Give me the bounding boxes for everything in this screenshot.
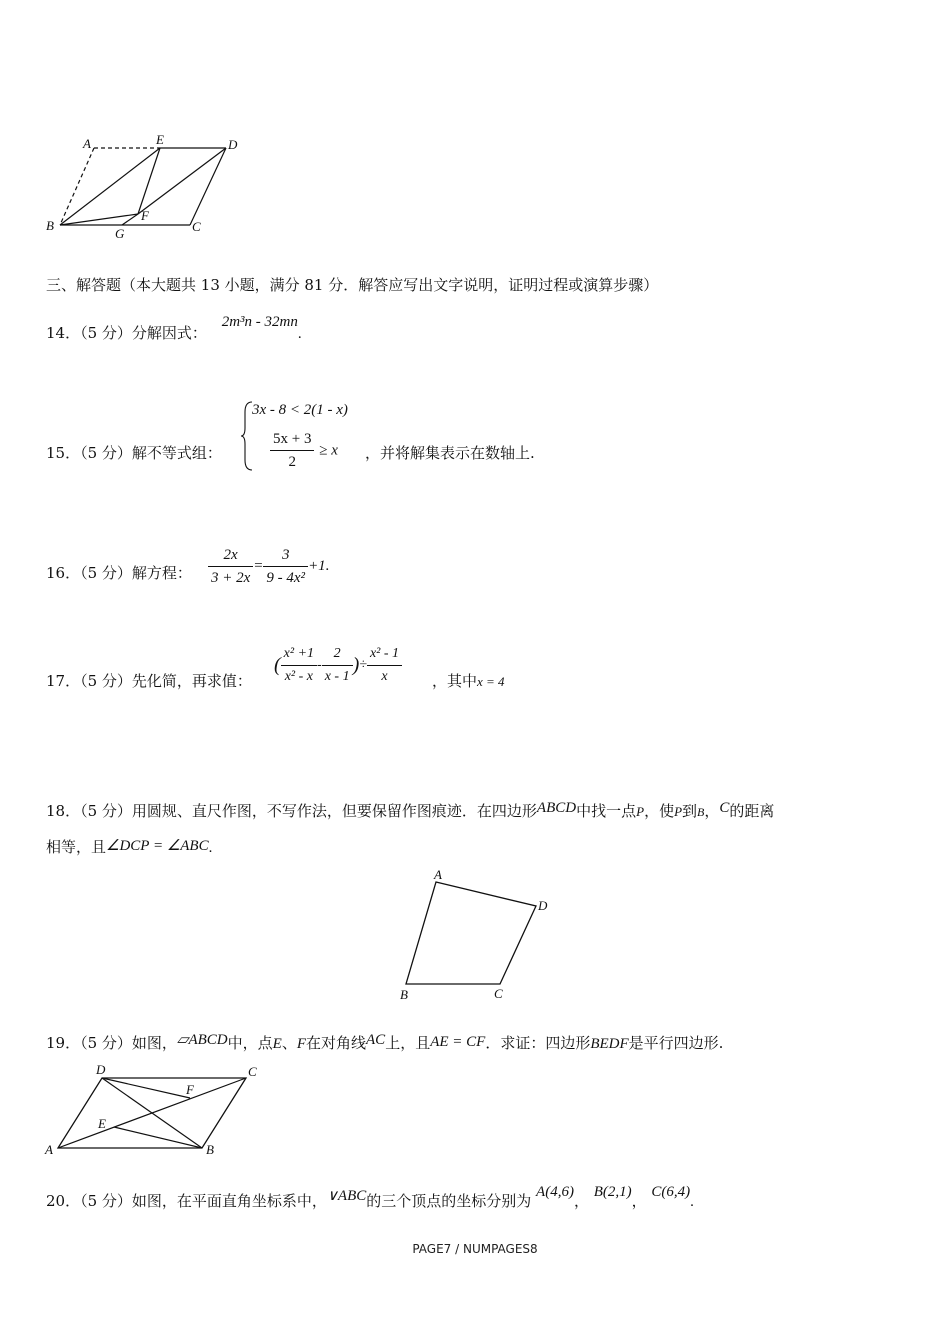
- label-A: A: [434, 867, 442, 882]
- q17-f1-num: x² +1: [281, 643, 317, 666]
- question-18-line1: [46, 800, 774, 821]
- q17-f2-den: x - 1: [324, 669, 350, 684]
- section-heading: 三、解答题（本大题共 13 小题，满分 81 分．解答应写出文字说明，证明过程或演算步骤）: [46, 276, 659, 294]
- q14-score: （5 分）: [80, 324, 132, 342]
- q19-text5: ．求证：四边形: [485, 1034, 591, 1052]
- q18-P2: P: [674, 804, 683, 819]
- question-17: [46, 670, 252, 691]
- q16-equation: [208, 544, 329, 589]
- q15-number: 15．: [46, 444, 81, 462]
- q18-number: 18．: [46, 802, 81, 820]
- q18-C: C: [719, 800, 730, 816]
- q18-to: 到: [682, 802, 698, 820]
- label-E: E: [156, 132, 164, 147]
- q15-text: 解不等式组：: [131, 444, 222, 462]
- q18-mid1: 中找一点: [576, 802, 637, 820]
- q17-tail: [432, 670, 505, 691]
- q17-condition: x = 4: [477, 674, 505, 689]
- q15-inequality-1: 3x - 8 < 2(1 - x): [252, 402, 348, 418]
- q15-score: （5 分）: [80, 444, 132, 462]
- q17-f1-den: x² - x: [284, 669, 313, 684]
- q20-text2: 的三个顶点的坐标分别为: [366, 1192, 532, 1210]
- q17-score: （5 分）: [80, 672, 132, 690]
- q17-text: 先化简，再求值：: [131, 672, 252, 690]
- label-A: A: [45, 1142, 53, 1157]
- q14-number: 14．: [46, 324, 81, 342]
- q18-sep: ，: [704, 802, 720, 820]
- q17-f3-den: x: [381, 669, 388, 684]
- question-20: 20．（5 分）如图，在平面直角坐标系中，∨ABC的三个顶点的坐标分别为 A(4,6)， B(2,1)， C(6,4).: [46, 1184, 694, 1210]
- label-B: B: [46, 218, 54, 233]
- label-D: D: [96, 1062, 106, 1077]
- label-A: A: [83, 136, 91, 151]
- q19-E: E: [272, 1036, 282, 1052]
- q20-point-B: B(2,1): [593, 1184, 632, 1200]
- label-E: E: [98, 1116, 106, 1131]
- q19-text4: 上，且: [385, 1034, 431, 1052]
- q17-minus: -: [317, 657, 322, 673]
- label-D: D: [228, 137, 238, 152]
- q18-mid2: ，使: [644, 802, 675, 820]
- q18-P: P: [636, 804, 645, 819]
- q20-text1: 如图，在平面直角坐标系中，: [131, 1192, 327, 1210]
- q19-AC: AC: [366, 1032, 386, 1048]
- q20-point-A: A(4,6): [536, 1184, 574, 1200]
- q19-number: 19．: [46, 1034, 81, 1052]
- question-19: [46, 1032, 723, 1053]
- q16-end: .: [325, 557, 330, 574]
- q19-text6: 是平行四边形.: [628, 1034, 724, 1052]
- q16-text: 解方程：: [131, 564, 192, 582]
- figure-parallelogram-efg: [40, 132, 250, 242]
- q16-lhs-num: 2x: [208, 544, 253, 567]
- question-14: [46, 314, 302, 343]
- q19-score: （5 分）: [80, 1034, 132, 1052]
- q14-end: .: [297, 326, 302, 342]
- q18-end2: .: [208, 840, 213, 856]
- q17-divide: ÷: [359, 657, 367, 673]
- q16-score: （5 分）: [80, 564, 132, 582]
- q18-score: （5 分）: [80, 802, 132, 820]
- label-D: D: [538, 898, 548, 913]
- q19-text2: 中，点: [227, 1034, 273, 1052]
- label-B: B: [400, 987, 408, 1002]
- q14-expression: 2m³n - 32mn: [221, 314, 298, 330]
- q16-rhs-num: 3: [263, 544, 308, 567]
- q16-equals: =: [253, 557, 264, 574]
- q16-rhs-den: 9 - 4x²: [266, 570, 306, 586]
- q18-line2-text: 相等，且: [46, 838, 107, 856]
- q19-equality: AE = CF: [430, 1034, 486, 1050]
- q17-expression: ( $\frac{\text{x² +1}}{\text{x² - x}}$ - $\frac{2}{x - 1}$ )÷ $\frac{\text{x² - 1}}{x}$: [274, 643, 402, 688]
- q20-point-C: C(6,4): [651, 1184, 691, 1200]
- q15-frac-den: 2: [288, 454, 296, 470]
- q18-quad: ABCD: [536, 800, 577, 816]
- label-F: F: [141, 208, 149, 223]
- q17-tail-text: ，其中: [432, 672, 478, 690]
- figure-parallelogram-bedf: [40, 1058, 270, 1163]
- question-16: [46, 562, 192, 583]
- q19-text1: 如图，: [131, 1034, 177, 1052]
- q17-number: 17．: [46, 672, 81, 690]
- q20-score: （5 分）: [80, 1192, 132, 1210]
- q17-f2-num: 2: [322, 643, 353, 666]
- label-C: C: [192, 219, 201, 234]
- q19-sep: 、: [281, 1034, 297, 1052]
- q18-line1-text: 用圆规、直尺作图，不写作法，但要保留作图痕迹．在四边形: [131, 802, 537, 820]
- label-G: G: [115, 226, 125, 241]
- q15-frac-num: 5x + 3: [270, 428, 314, 451]
- q15-tail: ，并将解集表示在数轴上.: [365, 444, 535, 462]
- q18-angles: ∠DCP = ∠ABC: [106, 838, 209, 854]
- q19-F: F: [296, 1036, 306, 1052]
- q15-ineq2-tail: ≥ x: [319, 442, 338, 459]
- q20-triangle: ∨ABC: [326, 1188, 367, 1204]
- q19-text3: 在对角线: [306, 1034, 367, 1052]
- q20-end: .: [690, 1194, 694, 1210]
- question-18-line2: [46, 836, 212, 857]
- q19-bedf: BEDF: [590, 1036, 629, 1052]
- q18-B: B: [697, 805, 705, 819]
- label-F: F: [186, 1082, 194, 1097]
- label-B: B: [206, 1142, 214, 1157]
- figure-quadrilateral-abcd: [396, 866, 556, 1006]
- q14-text: 分解因式：: [131, 324, 207, 342]
- q17-f3-num: x² - 1: [367, 643, 402, 666]
- q18-end1: 的距离: [729, 802, 775, 820]
- q15-inequality-2: [270, 428, 338, 473]
- question-15: [46, 442, 222, 463]
- q20-number: 20．: [46, 1192, 81, 1210]
- label-C: C: [494, 986, 503, 1001]
- q16-number: 16．: [46, 564, 81, 582]
- label-C: C: [248, 1064, 257, 1079]
- q16-lhs-den: 3 + 2x: [211, 570, 251, 586]
- page-footer: PAGE7 / NUMPAGES8: [412, 1242, 538, 1256]
- q19-parallelogram: ▱ABCD: [176, 1032, 228, 1048]
- q16-rhs-tail: +1: [308, 557, 326, 574]
